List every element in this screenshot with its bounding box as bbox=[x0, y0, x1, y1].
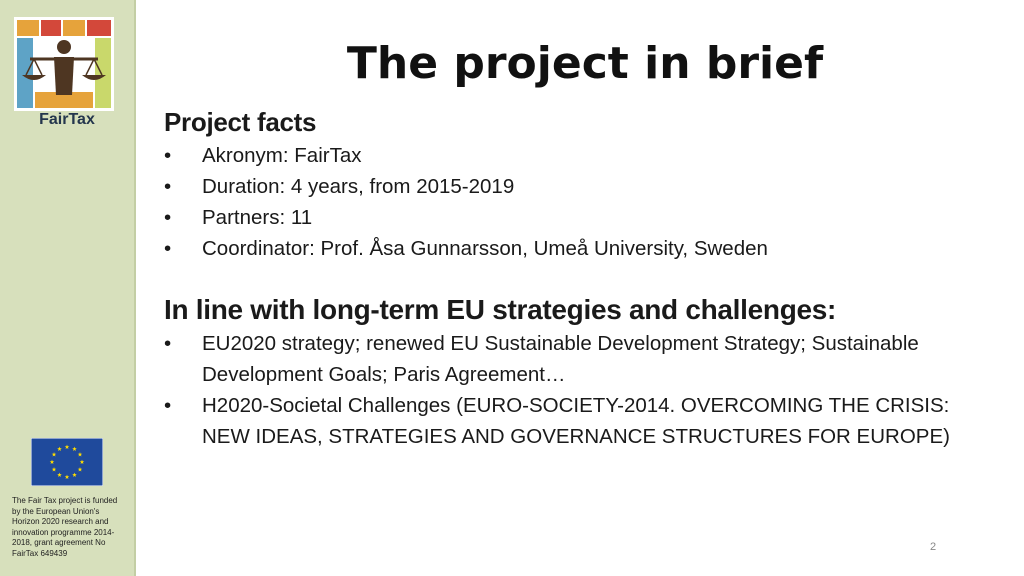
list-item: • Akronym: FairTax bbox=[164, 140, 964, 171]
section-heading-eu-strategies: In line with long-term EU strategies and challenges: bbox=[164, 294, 837, 325]
list-item: • Duration: 4 years, from 2015-2019 bbox=[164, 171, 964, 202]
list-item: • H2020-Societal Challenges (EURO-SOCIETY-2014. OVERCOMING THE CRISIS: NEW IDEAS, STRATEGIES AND GOVERNANCE STRUCTURES FOR EUROPE) bbox=[164, 390, 964, 452]
section-heading-project-facts: Project facts bbox=[164, 107, 317, 137]
list-item: • Partners: 11 bbox=[164, 202, 964, 233]
bullet: • bbox=[164, 175, 172, 198]
fairtax-logo-icon bbox=[14, 17, 114, 111]
project-facts-list bbox=[164, 140, 964, 264]
slide-content bbox=[164, 104, 964, 452]
list-item: • EU2020 strategy; renewed EU Sustainable Development Strategy; Sustainable Development Goals; Paris Agreement… bbox=[164, 328, 964, 390]
logo-text: FairTax bbox=[39, 111, 95, 128]
bullet: • bbox=[164, 206, 172, 229]
bullet: • bbox=[164, 394, 172, 417]
list-item: • Coordinator: Prof. Åsa Gunnarsson, Umeå University, Sweden bbox=[164, 233, 964, 264]
eu-flag-icon bbox=[31, 438, 103, 486]
page-number: 2 bbox=[930, 541, 937, 553]
bullet: • bbox=[164, 332, 172, 355]
page-title: The project in brief bbox=[346, 38, 824, 89]
bullet: • bbox=[164, 237, 172, 260]
sidebar bbox=[0, 0, 136, 576]
eu-strategies-list bbox=[164, 328, 964, 452]
bullet: • bbox=[164, 144, 172, 167]
funding-note: The Fair Tax project is funded by the European Union's Horizon 2020 research and innovation programme 2014-2018, grant agreement No FairTax 649439 bbox=[12, 496, 118, 558]
